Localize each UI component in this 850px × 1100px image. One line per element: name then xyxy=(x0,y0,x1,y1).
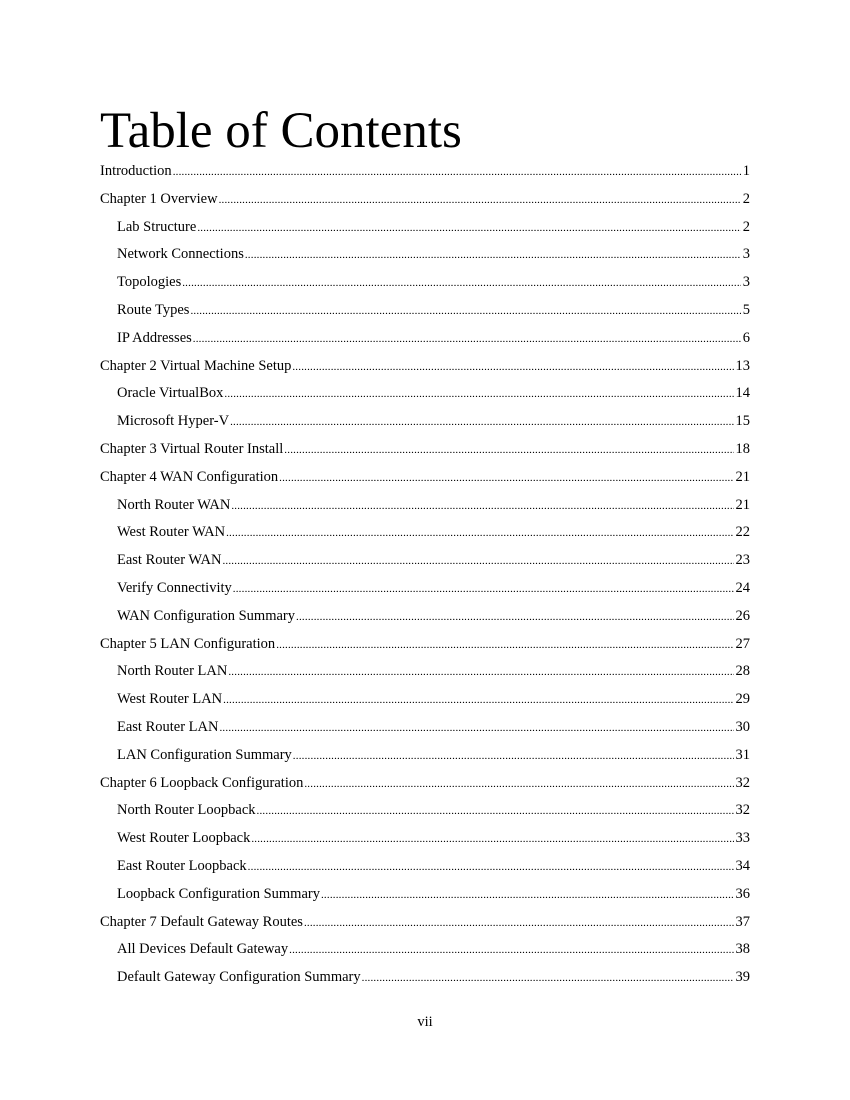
toc-entry-page-number: 36 xyxy=(735,885,750,902)
toc-entry-label: North Router Loopback xyxy=(117,802,256,819)
toc-dot-leader xyxy=(226,520,733,548)
toc-entry-label: Verify Connectivity xyxy=(117,579,232,596)
toc-entry-page-number: 21 xyxy=(735,496,750,513)
toc-entry-page-number: 38 xyxy=(735,941,750,958)
toc-entry-page-number: 5 xyxy=(742,301,750,318)
toc-section-entry[interactable] xyxy=(100,853,750,881)
toc-entry-page-number: 32 xyxy=(735,802,750,819)
toc-entry-label: WAN Configuration Summary xyxy=(117,607,296,624)
toc-dot-leader xyxy=(362,965,734,993)
toc-entry-label: Loopback Configuration Summary xyxy=(117,885,320,902)
toc-entry-page-number: 14 xyxy=(735,385,750,402)
page-number: vii xyxy=(417,1014,433,1030)
toc-entry-page-number: 29 xyxy=(735,691,750,708)
toc-entry-label: East Router WAN xyxy=(117,552,222,569)
toc-entry-page-number: 3 xyxy=(742,246,750,263)
toc-entry-label: Chapter 3 Virtual Router Install xyxy=(100,440,284,457)
page-title: Table of Contents xyxy=(100,103,462,159)
toc-entry-page-number: 33 xyxy=(735,830,750,847)
toc-dot-leader xyxy=(182,270,741,298)
toc-dot-leader xyxy=(190,298,740,326)
toc-entry-label: Route Types xyxy=(117,301,190,318)
toc-chapter-entry[interactable] xyxy=(100,464,750,492)
toc-section-entry[interactable] xyxy=(100,658,750,686)
toc-dot-leader xyxy=(245,242,741,270)
toc-entry-label: Chapter 6 Loopback Configuration xyxy=(100,774,304,791)
toc-section-entry[interactable] xyxy=(100,325,750,353)
toc-dot-leader xyxy=(284,437,733,465)
toc-entry-page-number: 34 xyxy=(735,857,750,874)
toc-chapter-entry[interactable] xyxy=(100,770,750,798)
toc-entry-label: IP Addresses xyxy=(117,329,192,346)
toc-entry-label: Chapter 2 Virtual Machine Setup xyxy=(100,357,292,374)
toc-dot-leader xyxy=(173,159,741,187)
toc-entry-label: Oracle VirtualBox xyxy=(117,385,224,402)
toc-entry-page-number: 30 xyxy=(735,718,750,735)
toc-entry-label: Chapter 7 Default Gateway Routes xyxy=(100,913,303,930)
toc-entry-page-number: 15 xyxy=(735,413,750,430)
toc-dot-leader xyxy=(197,215,740,243)
toc-chapter-entry[interactable] xyxy=(100,909,750,937)
toc-entry-page-number: 6 xyxy=(742,329,750,346)
toc-section-entry[interactable] xyxy=(100,881,750,909)
toc-chapter-entry[interactable] xyxy=(100,186,750,214)
toc-dot-leader xyxy=(224,381,733,409)
toc-entry-label: North Router WAN xyxy=(117,496,231,513)
toc-chapter-entry[interactable] xyxy=(100,353,750,381)
toc-section-entry[interactable] xyxy=(100,408,750,436)
toc-entry-page-number: 18 xyxy=(735,440,750,457)
toc-entry-label: East Router Loopback xyxy=(117,857,247,874)
toc-entry-label: Chapter 1 Overview xyxy=(100,190,218,207)
toc-entry-page-number: 3 xyxy=(742,274,750,291)
toc-section-entry[interactable] xyxy=(100,241,750,269)
toc-section-entry[interactable] xyxy=(100,603,750,631)
toc-section-entry[interactable] xyxy=(100,492,750,520)
toc-dot-leader xyxy=(251,826,733,854)
toc-entry-label: LAN Configuration Summary xyxy=(117,746,292,763)
toc-section-entry[interactable] xyxy=(100,519,750,547)
toc-section-entry[interactable] xyxy=(100,742,750,770)
toc-entry-page-number: 31 xyxy=(735,746,750,763)
toc-entry-page-number: 27 xyxy=(735,635,750,652)
toc-entry-page-number: 13 xyxy=(735,357,750,374)
toc-entry-label: Introduction xyxy=(100,163,172,179)
toc-entry-label: Topologies xyxy=(117,274,182,291)
toc-entry-page-number: 2 xyxy=(742,190,750,207)
toc-dot-leader xyxy=(233,576,734,604)
toc-entry-page-number: 32 xyxy=(735,774,750,791)
toc-dot-leader xyxy=(219,187,741,215)
toc-dot-leader xyxy=(292,354,733,382)
toc-chapter-entry[interactable] xyxy=(100,158,750,186)
toc-entry-label: West Router WAN xyxy=(117,524,226,541)
table-of-contents xyxy=(100,158,750,992)
toc-section-entry[interactable] xyxy=(100,714,750,742)
toc-entry-label: Chapter 5 LAN Configuration xyxy=(100,635,276,652)
toc-entry-page-number: 24 xyxy=(735,579,750,596)
toc-entry-page-number: 21 xyxy=(735,468,750,485)
toc-entry-page-number: 22 xyxy=(735,524,750,541)
toc-section-entry[interactable] xyxy=(100,825,750,853)
toc-entry-label: North Router LAN xyxy=(117,663,228,680)
toc-entry-page-number: 23 xyxy=(735,552,750,569)
toc-dot-leader xyxy=(321,882,734,910)
toc-entry-label: West Router Loopback xyxy=(117,830,251,847)
toc-dot-leader xyxy=(230,409,733,437)
toc-dot-leader xyxy=(276,632,733,660)
toc-section-entry[interactable] xyxy=(100,686,750,714)
toc-dot-leader xyxy=(289,937,733,965)
toc-section-entry[interactable] xyxy=(100,547,750,575)
toc-section-entry[interactable] xyxy=(100,575,750,603)
toc-dot-leader xyxy=(296,604,733,632)
toc-dot-leader xyxy=(279,465,733,493)
toc-entry-label: Chapter 4 WAN Configuration xyxy=(100,468,279,485)
toc-section-entry[interactable] xyxy=(100,964,750,992)
toc-entry-label: All Devices Default Gateway xyxy=(117,941,289,958)
toc-entry-label: Network Connections xyxy=(117,246,244,263)
toc-section-entry[interactable] xyxy=(100,936,750,964)
toc-section-entry[interactable] xyxy=(100,797,750,825)
toc-entry-page-number: 37 xyxy=(735,913,750,930)
toc-dot-leader xyxy=(293,743,734,771)
toc-entry-page-number: 1 xyxy=(742,163,750,179)
toc-dot-leader xyxy=(222,548,733,576)
toc-dot-leader xyxy=(257,798,734,826)
toc-section-entry[interactable] xyxy=(100,297,750,325)
toc-section-entry[interactable] xyxy=(100,269,750,297)
toc-dot-leader xyxy=(223,687,733,715)
toc-entry-label: Microsoft Hyper-V xyxy=(117,413,230,430)
toc-entry-label: West Router LAN xyxy=(117,691,223,708)
toc-entry-page-number: 26 xyxy=(735,607,750,624)
toc-chapter-entry[interactable] xyxy=(100,436,750,464)
toc-entry-page-number: 39 xyxy=(735,969,750,986)
toc-section-entry[interactable] xyxy=(100,380,750,408)
toc-dot-leader xyxy=(231,493,733,521)
toc-dot-leader xyxy=(219,715,733,743)
toc-entry-page-number: 2 xyxy=(742,218,750,235)
toc-entry-page-number: 28 xyxy=(735,663,750,680)
toc-section-entry[interactable] xyxy=(100,214,750,242)
toc-dot-leader xyxy=(193,326,741,354)
toc-entry-label: East Router LAN xyxy=(117,718,219,735)
toc-entry-label: Lab Structure xyxy=(117,218,197,235)
toc-dot-leader xyxy=(304,910,734,938)
toc-dot-leader xyxy=(304,771,733,799)
toc-dot-leader xyxy=(228,659,733,687)
toc-entry-label: Default Gateway Configuration Summary xyxy=(117,969,361,986)
toc-dot-leader xyxy=(248,854,734,882)
toc-chapter-entry[interactable] xyxy=(100,631,750,659)
